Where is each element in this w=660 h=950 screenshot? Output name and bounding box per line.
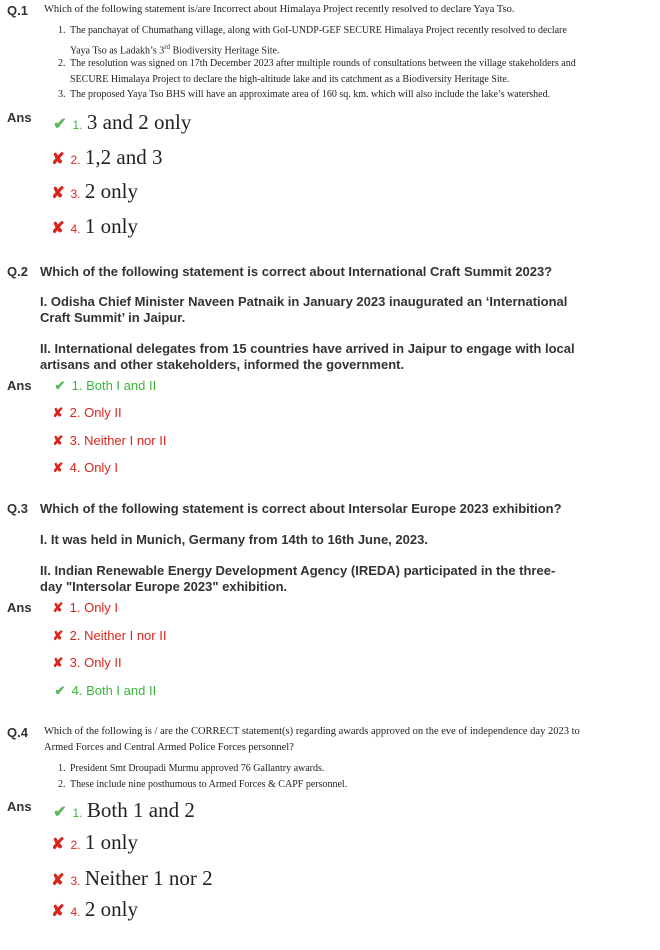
cross-icon: ✘ <box>51 220 65 237</box>
answer-label: Ans <box>7 110 32 125</box>
answer-label: Ans <box>7 600 32 615</box>
answer-option: ✔ 1. Both 1 and 2 <box>53 798 195 822</box>
cross-icon: ✘ <box>52 405 64 420</box>
answer-option: ✘ 2. Neither I nor II <box>50 628 166 644</box>
cross-icon: ✘ <box>51 185 65 202</box>
cross-icon: ✘ <box>52 600 64 615</box>
cross-icon: ✘ <box>51 151 65 168</box>
question-number: Q.4 <box>7 725 28 740</box>
check-icon: ✔ <box>53 116 67 133</box>
answer-option: ✘ 3. Only II <box>50 655 122 671</box>
question-text: Which of the following statement is correct about International Craft Summit 2023? <box>40 264 553 279</box>
answer-option: ✔ 4. Both I and II <box>52 683 156 699</box>
answer-option: ✘ 3. 2 only <box>51 179 139 203</box>
question-number: Q.2 <box>7 264 28 279</box>
cross-icon: ✘ <box>52 628 64 643</box>
statement-1: I. Odisha Chief Minister Naveen Patnaik in January 2023 inaugurated an ‘International Craft Summit’ in Jaipur. <box>40 294 568 325</box>
answer-label: Ans <box>7 799 32 814</box>
cross-icon: ✘ <box>52 655 64 670</box>
question-number: Q.1 <box>7 3 28 18</box>
answer-option: ✘ 4. 2 only <box>51 897 139 921</box>
answer-option: ✘ 2. 1,2 and 3 <box>51 145 163 169</box>
answer-option: ✘ 4. 1 only <box>51 214 139 238</box>
question-text: Which of the following statement is/are Incorrect about Himalaya Project recently resolved to declare Yaya Tso. <box>44 4 515 15</box>
answer-option: ✘ 3. Neither I nor II <box>50 433 166 449</box>
cross-icon: ✘ <box>52 460 64 475</box>
answer-option: ✘ 1. Only I <box>50 600 118 616</box>
cross-icon: ✘ <box>51 836 65 853</box>
statement-1: I. It was held in Munich, Germany from 14th to 16th June, 2023. <box>40 532 428 547</box>
question-number: Q.3 <box>7 501 28 516</box>
statement-2: II. Indian Renewable Energy Development Agency (IREDA) participated in the three- day "Intersolar Europe 2023" exhibition. <box>40 563 556 594</box>
check-icon: ✔ <box>54 683 66 698</box>
cross-icon: ✘ <box>52 433 64 448</box>
cross-icon: ✘ <box>51 872 65 889</box>
statement-2: II. International delegates from 15 countries have arrived in Jaipur to engage with local artisans and other stakeholders, informed the government. <box>40 341 575 372</box>
check-icon: ✔ <box>54 378 66 393</box>
answer-option: ✘ 3. Neither 1 nor 2 <box>51 866 213 890</box>
answer-option: ✔ 1. Both I and II <box>52 378 156 394</box>
check-icon: ✔ <box>53 804 67 821</box>
answer-option: ✘ 2. Only II <box>50 405 122 421</box>
question-text: Which of the following statement is correct about Intersolar Europe 2023 exhibition? <box>40 501 562 516</box>
answer-option: ✔ 1. 3 and 2 only <box>53 110 192 134</box>
answer-option: ✘ 2. 1 only <box>51 830 139 854</box>
question-text: Which of the following is / are the CORRECT statement(s) regarding awards approved on the eve of independence day 2023 to Armed Forces and Central Armed Police Forces personnel? <box>44 726 580 753</box>
cross-icon: ✘ <box>51 903 65 920</box>
answer-option: ✘ 4. Only I <box>50 460 118 476</box>
answer-label: Ans <box>7 378 32 393</box>
